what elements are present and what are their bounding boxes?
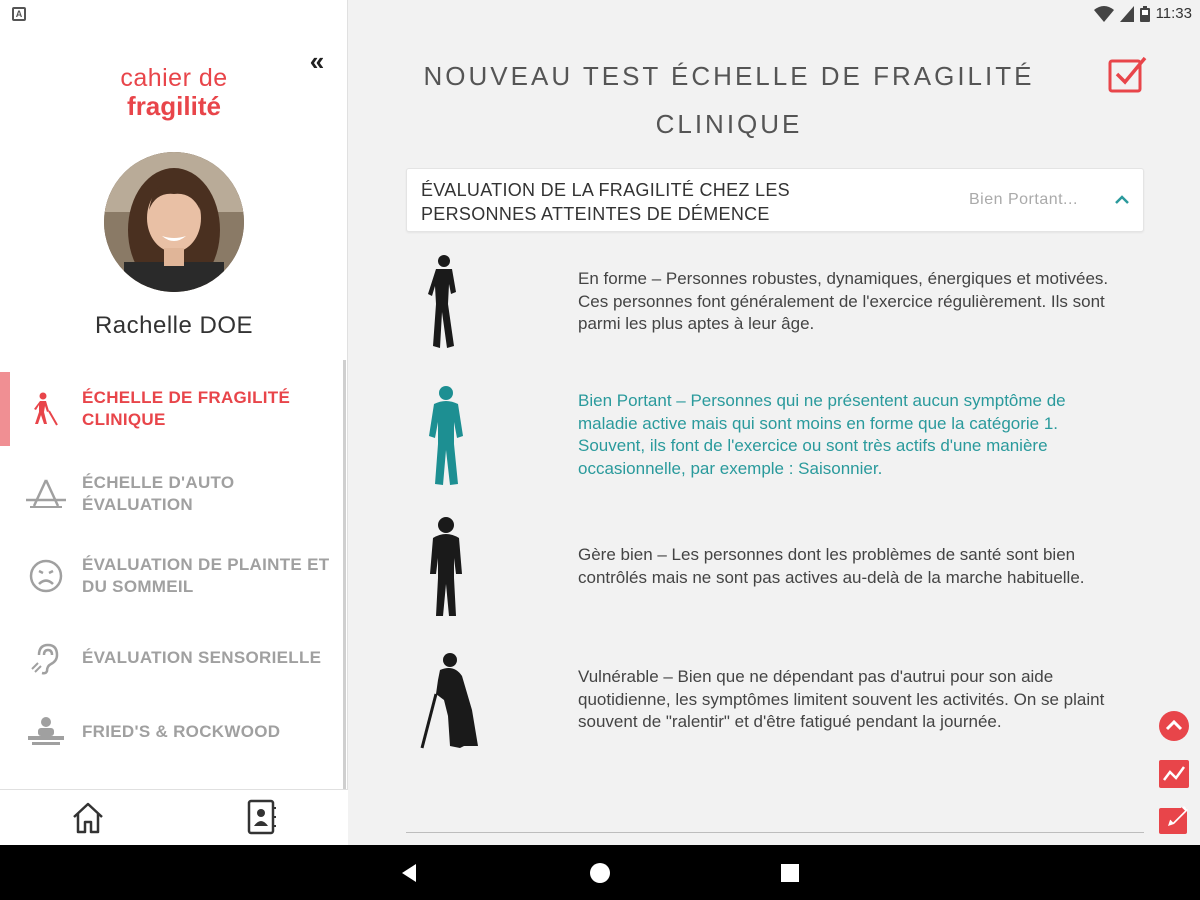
logo-line-1: cahier de [120, 64, 228, 92]
main-content [349, 0, 1200, 845]
sidebar-item-label: ÉVALUATION SENSORIELLE [82, 648, 322, 667]
level-description: Bien Portant – Personnes qui ne présentent aucun symptôme de maladie active mais qui sont moins en forme que la catégorie 1. Souvent, ils font de l'exercice ou sont très actifs d'une manière occasionnelle, par exemple : Saisonnier. [578, 391, 1066, 478]
sidebar-item-label: ÉCHELLE DE FRAGILITÉ CLINIQUE [82, 388, 291, 429]
dropdown-selected-value: Bien Portant... [969, 191, 1078, 208]
level-description: Vulnérable – Bien que ne dépendant pas d'autrui pour son aide quotidienne, les symptômes limitent souvent les activités. On se plaint souvent de "ralentir" et d'être fatigué pendant la journée. [578, 667, 1105, 731]
level-description: En forme – Personnes robustes, dynamiques, énergiques et motivées. Ces personnes font généralement de l'exercice régulièrement. Ils sont parmi les plus aptes à leur âge. [578, 269, 1109, 333]
status-time: 11:33 [1155, 5, 1192, 22]
scale-balance-icon [26, 474, 66, 514]
chart-icon[interactable] [1158, 758, 1190, 790]
sidebar-item-echelle-fragilite[interactable] [0, 372, 346, 446]
walking-cane-icon [26, 389, 66, 429]
system-nav-bar [0, 845, 1200, 900]
avatar [104, 152, 244, 292]
logo-line-2: fragilité [127, 91, 221, 121]
sidebar [0, 0, 348, 845]
managing-person-icon [416, 516, 476, 616]
sidebar-item-label: ÉVALUATION DE PLAINTE ET DU SOMMEIL [82, 555, 330, 596]
a-notification-icon: A [12, 7, 26, 21]
person-desk-icon [26, 712, 66, 752]
user-name: Rachelle DOE [94, 312, 254, 339]
sidebar-nav [0, 360, 346, 788]
chevron-up-icon [1113, 191, 1131, 209]
page-title: NOUVEAU TEST ÉCHELLE DE FRAGILITÉ CLINIQUE [423, 61, 1035, 139]
sidebar-item-plainte-sommeil[interactable] [0, 539, 346, 613]
divider [406, 832, 1144, 833]
category-dropdown[interactable] [406, 168, 1144, 232]
active-indicator [0, 372, 10, 446]
edit-icon[interactable] [1158, 804, 1190, 836]
sidebar-item-label: ÉCHELLE D'AUTO ÉVALUATION [82, 473, 235, 514]
hearing-icon [26, 638, 66, 678]
home-nav-icon[interactable] [588, 861, 612, 885]
contacts-book-icon[interactable] [244, 798, 278, 836]
sidebar-item-label: FRIED'S & ROCKWOOD [82, 722, 281, 741]
back-icon[interactable] [398, 861, 422, 885]
app-logo [0, 64, 348, 120]
vulnerable-person-icon [416, 650, 476, 750]
home-icon[interactable] [70, 800, 106, 836]
sidebar-item-fried-rockwood[interactable] [0, 695, 346, 769]
sidebar-bottom-bar [0, 789, 348, 845]
dropdown-title: ÉVALUATION DE LA FRAGILITÉ CHEZ LES PERSONNES ATTEINTES DE DÉMENCE [421, 180, 790, 224]
collapse-sidebar-button[interactable]: « [309, 46, 325, 76]
sidebar-item-sensorielle[interactable] [0, 621, 346, 695]
fit-person-icon [416, 252, 476, 352]
level-description: Gère bien – Les personnes dont les problèmes de santé sont bien contrôlés mais ne sont pas actives au-delà de la marche habituelle. [578, 545, 1085, 587]
sidebar-scrollbar[interactable] [343, 360, 346, 790]
well-person-icon [416, 384, 476, 484]
save-check-icon[interactable] [1107, 52, 1149, 94]
recents-icon[interactable] [778, 861, 802, 885]
scroll-up-icon[interactable] [1158, 710, 1190, 742]
sidebar-item-auto-evaluation[interactable] [0, 457, 346, 531]
sad-face-icon [26, 556, 66, 596]
